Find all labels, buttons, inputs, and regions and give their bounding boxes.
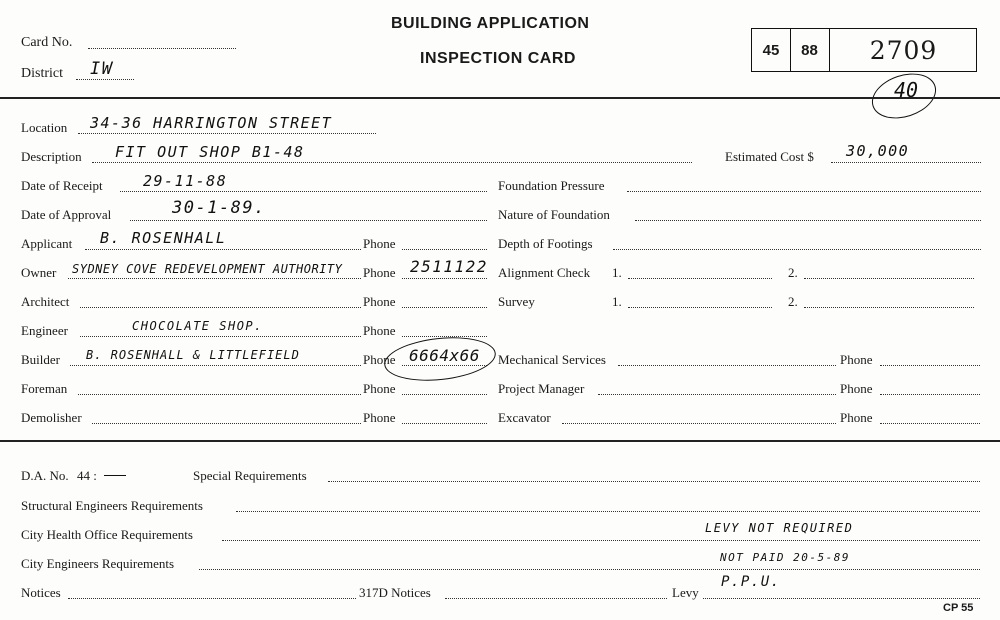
survey-num-2: 2. xyxy=(788,294,798,309)
structural-requirements-label: Structural Engineers Requirements xyxy=(21,498,203,513)
date-of-receipt-line xyxy=(120,191,487,192)
location-value: 34-36 HARRINGTON STREET xyxy=(90,114,333,132)
architect-line xyxy=(80,307,361,308)
card-number-cell-2: 88 xyxy=(790,29,830,71)
builder-phone-label: Phone xyxy=(363,352,396,367)
survey-num-1: 1. xyxy=(612,294,622,309)
levy-line xyxy=(703,598,980,599)
builder-phone-value: 6664x66 xyxy=(409,346,480,365)
mechanical-services-line xyxy=(618,365,836,366)
description-label: Description xyxy=(21,149,82,164)
da-no-label: D.A. No. xyxy=(21,468,69,483)
applicant-phone-line xyxy=(402,249,487,250)
card-number-box xyxy=(751,28,977,72)
notices-line xyxy=(68,598,356,599)
city-engineers-requirements-line xyxy=(199,569,980,570)
district-label: District xyxy=(21,66,63,81)
architect-label: Architect xyxy=(21,294,70,309)
header-divider xyxy=(0,97,1000,99)
health-requirements-value: LEVY NOT REQUIRED xyxy=(705,521,854,535)
engineer-label: Engineer xyxy=(21,323,68,338)
builder-value: B. ROSENHALL & LITTLEFIELD xyxy=(86,348,300,362)
project-manager-phone-line xyxy=(880,394,980,395)
nature-of-foundation-label: Nature of Foundation xyxy=(498,207,610,222)
engineer-line xyxy=(80,336,361,337)
card-no-line xyxy=(88,48,236,49)
date-of-receipt-label: Date of Receipt xyxy=(21,178,103,193)
district-line xyxy=(76,79,134,80)
depth-of-footings-line xyxy=(613,249,981,250)
owner-phone-value: 2511122 xyxy=(410,257,488,276)
survey-line-2 xyxy=(804,307,974,308)
circled-note-value: 40 xyxy=(894,78,919,102)
alignment-check-num-1: 1. xyxy=(612,265,622,280)
survey-line-1 xyxy=(628,307,772,308)
location-line xyxy=(78,133,376,134)
depth-of-footings-label: Depth of Footings xyxy=(498,236,593,251)
special-requirements-line xyxy=(328,481,980,482)
description-value: FIT OUT SHOP B1-48 xyxy=(115,143,305,161)
description-line xyxy=(92,162,692,163)
foundation-pressure-line xyxy=(627,191,981,192)
alignment-check-label: Alignment Check xyxy=(498,265,591,280)
date-of-approval-line xyxy=(130,220,487,221)
estimated-cost-label: Estimated Cost $ xyxy=(725,149,814,164)
demolisher-phone-label: Phone xyxy=(363,410,396,425)
mechanical-services-phone-line xyxy=(880,365,980,366)
alignment-check-line-1 xyxy=(628,278,772,279)
structural-requirements-line xyxy=(236,511,980,512)
alignment-check-num-2: 2. xyxy=(788,265,798,280)
notices-317d-label: 317D Notices xyxy=(359,585,431,600)
owner-value: SYDNEY COVE REDEVELOPMENT AUTHORITY xyxy=(72,262,343,276)
demolisher-label: Demolisher xyxy=(21,410,82,425)
date-of-approval-value: 30-1-89. xyxy=(172,198,266,218)
architect-phone-line xyxy=(402,307,487,308)
applicant-line xyxy=(85,249,361,250)
card-number-cell-3: 2709 xyxy=(869,35,938,65)
project-manager-line xyxy=(598,394,836,395)
builder-line xyxy=(70,365,361,366)
project-manager-phone-label: Phone xyxy=(840,381,873,396)
form-code: CP 55 xyxy=(943,602,974,614)
architect-phone-label: Phone xyxy=(363,294,396,309)
mechanical-services-phone-label: Phone xyxy=(840,352,873,367)
health-requirements-label: City Health Office Requirements xyxy=(21,527,193,542)
builder-label: Builder xyxy=(21,352,60,367)
owner-line xyxy=(68,278,361,279)
levy-value: P.P.U. xyxy=(721,574,781,590)
city-engineers-requirements-label: City Engineers Requirements xyxy=(21,556,175,571)
title-line-1: BUILDING APPLICATION xyxy=(391,15,590,32)
foundation-pressure-label: Foundation Pressure xyxy=(498,178,605,193)
alignment-check-line-2 xyxy=(804,278,974,279)
foreman-label: Foreman xyxy=(21,381,68,396)
da-no-dash xyxy=(104,475,126,476)
demolisher-line xyxy=(92,423,361,424)
engineer-phone-label: Phone xyxy=(363,323,396,338)
excavator-line xyxy=(562,423,836,424)
project-manager-label: Project Manager xyxy=(498,381,585,396)
excavator-phone-line xyxy=(880,423,980,424)
foreman-phone-line xyxy=(402,394,487,395)
da-no-value: 44 : xyxy=(77,468,97,483)
notices-label: Notices xyxy=(21,585,61,600)
demolisher-phone-line xyxy=(402,423,487,424)
date-of-receipt-value: 29-11-88 xyxy=(143,172,228,190)
mechanical-services-label: Mechanical Services xyxy=(498,352,606,367)
survey-label: Survey xyxy=(498,294,535,309)
estimated-cost-line xyxy=(831,162,981,163)
foreman-phone-label: Phone xyxy=(363,381,396,396)
applicant-label: Applicant xyxy=(21,236,73,251)
owner-phone-label: Phone xyxy=(363,265,396,280)
applicant-value: B. ROSENHALL xyxy=(100,229,227,247)
location-label: Location xyxy=(21,120,68,135)
estimated-cost-value: 30,000 xyxy=(846,142,910,160)
health-requirements-line xyxy=(222,540,980,541)
excavator-label: Excavator xyxy=(498,410,551,425)
section-divider xyxy=(0,440,1000,442)
special-requirements-label: Special Requirements xyxy=(193,468,307,483)
date-of-approval-label: Date of Approval xyxy=(21,207,112,222)
card-no-label: Card No. xyxy=(21,35,73,50)
applicant-phone-label: Phone xyxy=(363,236,396,251)
levy-label: Levy xyxy=(672,585,699,600)
owner-label: Owner xyxy=(21,265,57,280)
district-value: IW xyxy=(90,59,114,79)
excavator-phone-label: Phone xyxy=(840,410,873,425)
owner-phone-line xyxy=(402,278,487,279)
city-engineers-requirements-value: NOT PAID 20-5-89 xyxy=(720,551,850,564)
notices-317d-line xyxy=(445,598,667,599)
card-number-cell-1: 45 xyxy=(752,29,791,71)
foreman-line xyxy=(78,394,361,395)
engineer-value: CHOCOLATE SHOP. xyxy=(132,319,263,333)
title-line-2: INSPECTION CARD xyxy=(420,50,576,67)
nature-of-foundation-line xyxy=(635,220,981,221)
